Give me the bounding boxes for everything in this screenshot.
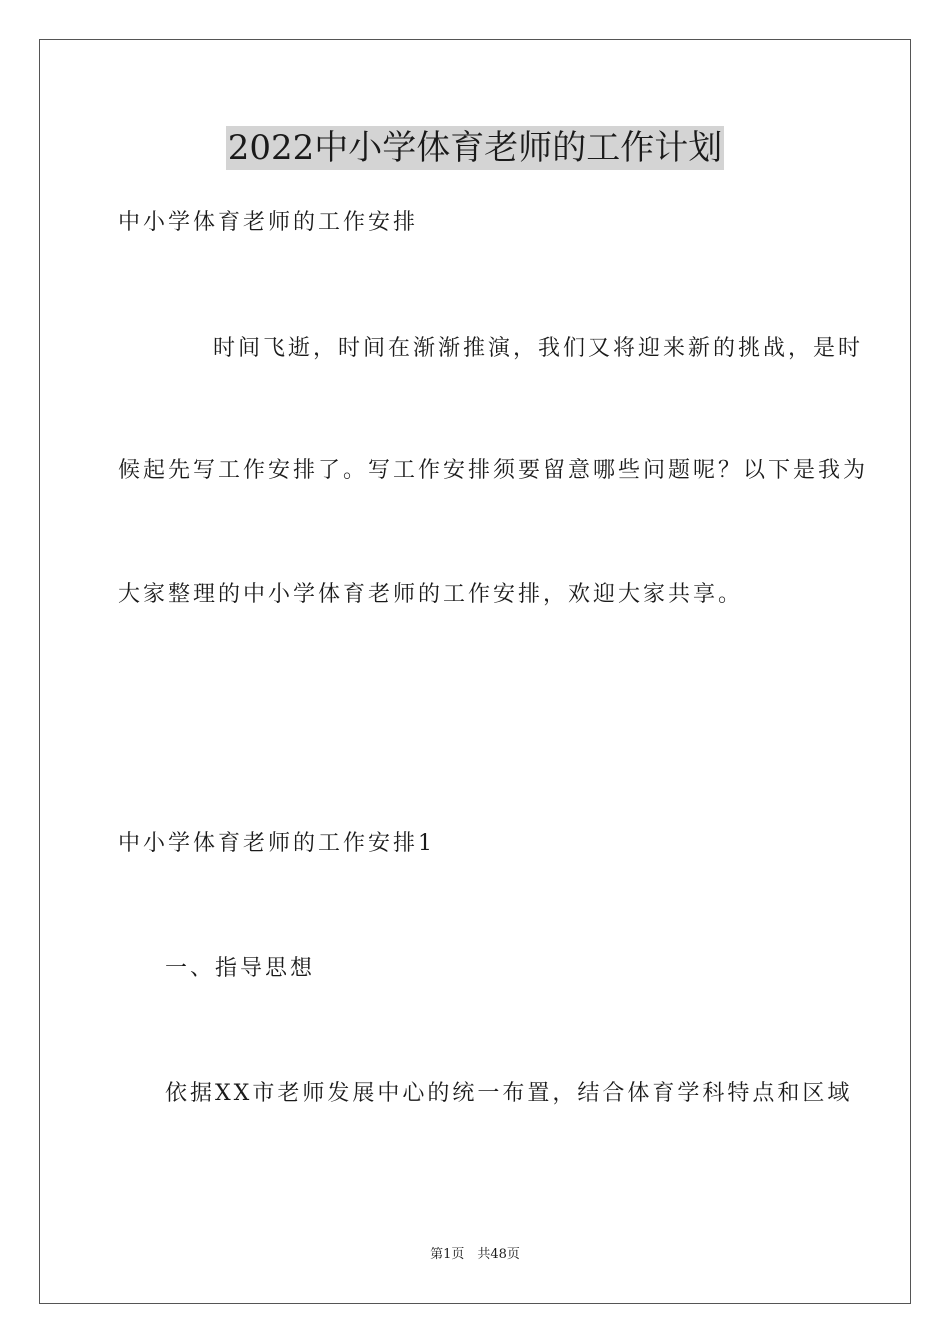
section-heading: 中小学体育老师的工作安排1 — [118, 831, 435, 856]
document-title: 2022中小学体育老师的工作计划 — [227, 128, 723, 168]
intro-line-2: 候起先写工作安排了。写工作安排须要留意哪些问题呢？以下是我为 — [118, 458, 869, 483]
intro-line-1: 时间飞逝，时间在渐渐推演，我们又将迎来新的挑战，是时 — [213, 336, 864, 361]
intro-line-3: 大家整理的中小学体育老师的工作安排，欢迎大家共享。 — [118, 582, 744, 607]
document-subtitle: 中小学体育老师的工作安排 — [118, 210, 419, 235]
title-container — [0, 126, 950, 170]
subsection-heading: 一、指导思想 — [165, 956, 316, 981]
body-line: 依据XX市老师发展中心的统一布置，结合体育学科特点和区域 — [165, 1081, 853, 1106]
page-number-footer: 第1页 共48页 — [430, 1247, 520, 1262]
